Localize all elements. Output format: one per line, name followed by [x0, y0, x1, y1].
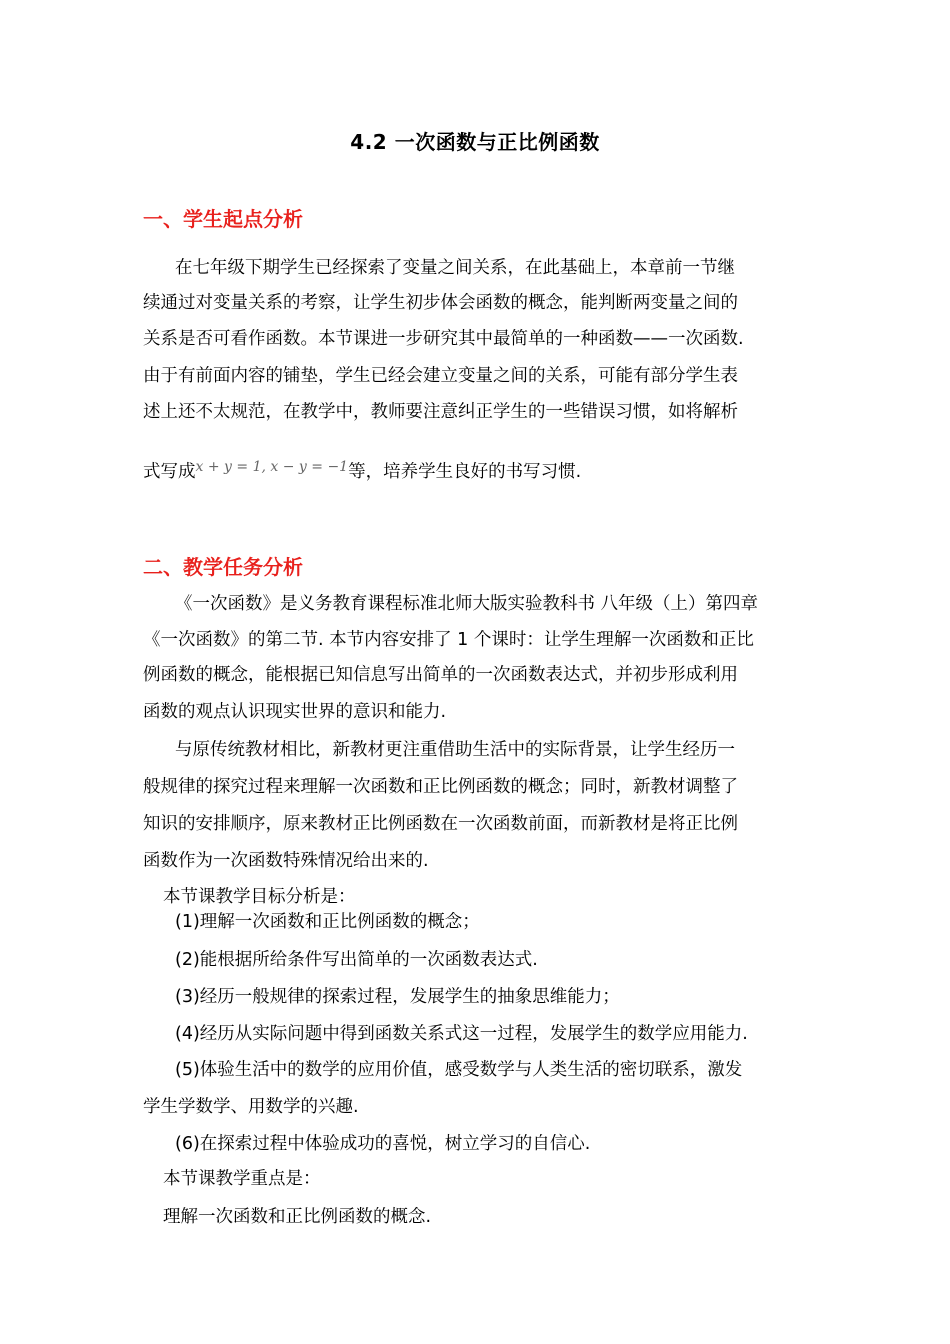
goals-intro: 本节课教学目标分析是： — [163, 887, 356, 907]
goal-item: (1)理解一次函数和正比例函数的概念； — [175, 912, 480, 932]
goal-item-continued: 学生学数学、用数学的兴趣. — [143, 1097, 359, 1117]
formula: x + y = 1, x − y = −1 — [195, 459, 349, 475]
key-point: 理解一次函数和正比例函数的概念. — [163, 1207, 432, 1227]
formula-suffix: 等，培养学生良好的书写习惯. — [348, 462, 582, 482]
paragraph-line: 由于有前面内容的铺垫，学生已经会建立变量之间的关系，可能有部分学生表 — [143, 366, 738, 386]
goal-item: (3)经历一般规律的探索过程，发展学生的抽象思维能力； — [175, 987, 620, 1007]
paragraph-line: 《一次函数》是义务教育课程标准北师大版实验教科书 八年级（上）第四章 — [175, 594, 759, 614]
paragraph-line: 函数作为一次函数特殊情况给出来的. — [143, 851, 429, 871]
formula-prefix: 式写成 — [143, 462, 196, 482]
paragraph-line: 般规律的探究过程来理解一次函数和正比例函数的概念；同时，新教材调整了 — [143, 777, 738, 797]
section-heading-student-analysis: 一、学生起点分析 — [143, 207, 303, 231]
paragraph-line: 函数的观点认识现实世界的意识和能力. — [143, 702, 447, 722]
section-heading-task-analysis: 二、教学任务分析 — [143, 555, 303, 579]
paragraph-line: 续通过对变量关系的考察，让学生初步体会函数的概念，能判断两变量之间的 — [143, 293, 738, 313]
paragraph-line: 例函数的概念，能根据已知信息写出简单的一次函数表达式，并初步形成利用 — [143, 665, 738, 685]
paragraph-line: 与原传统教材相比，新教材更注重借助生活中的实际背景，让学生经历一 — [175, 740, 735, 760]
goal-item: (5)体验生活中的数学的应用价值，感受数学与人类生活的密切联系，激发 — [175, 1060, 743, 1080]
goal-item: (2)能根据所给条件写出简单的一次函数表达式. — [175, 950, 538, 970]
paragraph-line: 述上还不太规范，在教学中，教师要注意纠正学生的一些错误习惯，如将解析 — [143, 402, 738, 422]
goal-item: (4)经历从实际问题中得到函数关系式这一过程，发展学生的数学应用能力. — [175, 1024, 748, 1044]
paragraph-line-with-formula — [143, 460, 813, 485]
paragraph-line: 关系是否可看作函数。本节课进一步研究其中最简单的一种函数——一次函数. — [143, 329, 744, 349]
paragraph-line: 知识的安排顺序，原来教材正比例函数在一次函数前面，而新教材是将正比例 — [143, 814, 738, 834]
key-point-intro: 本节课教学重点是： — [163, 1169, 321, 1189]
page-title: 4.2 一次函数与正比例函数 — [350, 130, 600, 154]
paragraph-line: 《一次函数》的第二节. 本节内容安排了 1 个课时：让学生理解一次函数和正比 — [143, 630, 754, 650]
paragraph-line: 在七年级下期学生已经探索了变量之间关系，在此基础上，本章前一节继 — [175, 258, 735, 278]
goal-item: (6)在探索过程中体验成功的喜悦，树立学习的自信心. — [175, 1134, 591, 1154]
